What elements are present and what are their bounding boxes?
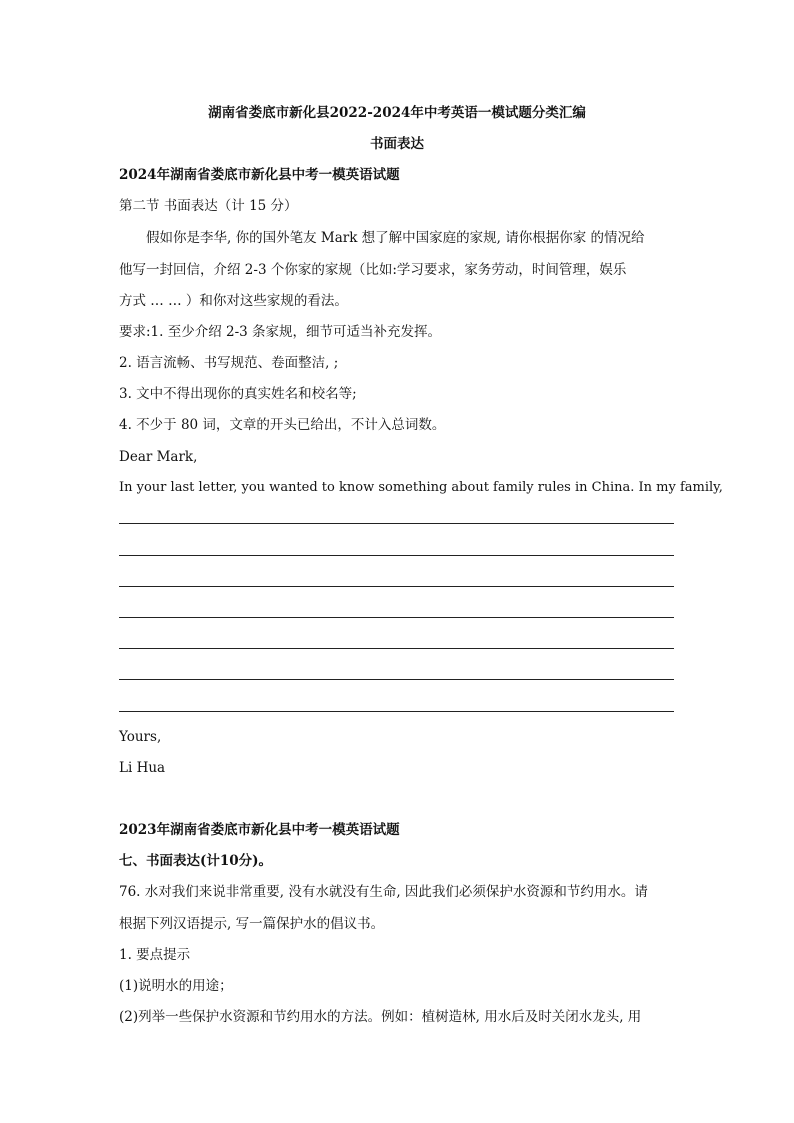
letter-opening: In your last letter, you wanted to know something about family rules in China. In my family, bbox=[119, 480, 723, 495]
tip-1: (1)说明水的用途； bbox=[119, 978, 233, 994]
tip-2: (2)列举一些保护水资源和节约用水的方法。例如：植树造林, 用水后及时关闭水龙头, 用 bbox=[119, 1009, 642, 1025]
question-line-2: 根据下列汉语提示, 写一篇保护水的倡议书。 bbox=[119, 916, 385, 932]
letter-closing: Yours, bbox=[119, 729, 162, 745]
section-2023-heading: 2023年湖南省娄底市新化县中考一模英语试题 bbox=[119, 822, 400, 838]
writing-line bbox=[119, 523, 674, 524]
requirement-3: 3. 文中不得出现你的真实姓名和校名等; bbox=[119, 386, 357, 402]
letter-signature: Li Hua bbox=[119, 760, 166, 776]
writing-line bbox=[119, 617, 674, 618]
prompt-line-3: 方式 … … ）和你对这些家规的看法。 bbox=[119, 293, 348, 309]
requirement-4: 4. 不少于 80 词，文章的开头已给出，不计入总词数。 bbox=[119, 417, 446, 433]
section-2024-part: 第二节 书面表达（计 15 分） bbox=[119, 198, 298, 214]
prompt-line-2: 他写一封回信，介绍 2-3 个你家的家规（比如:学习要求，家务劳动，时间管理，娱乐 bbox=[119, 262, 627, 278]
section-2023-part: 七、书面表达(计10分)。 bbox=[119, 853, 273, 869]
document-subtitle: 书面表达 bbox=[370, 136, 424, 152]
writing-line bbox=[119, 711, 674, 712]
requirement-1: 要求:1. 至少介绍 2-3 条家规，细节可适当补充发挥。 bbox=[119, 324, 442, 340]
document-title: 湖南省娄底市新化县2022-2024年中考英语一模试题分类汇编 bbox=[208, 105, 586, 121]
writing-line bbox=[119, 648, 674, 649]
prompt-line-1: 假如你是李华, 你的国外笔友 Mark 想了解中国家庭的家规, 请你根据你家 的情况给 bbox=[146, 230, 645, 246]
letter-greeting: Dear Mark, bbox=[119, 449, 198, 465]
requirement-2: 2. 语言流畅、书写规范、卷面整洁, ; bbox=[119, 355, 339, 371]
writing-line bbox=[119, 555, 674, 556]
tips-heading: 1. 要点提示 bbox=[119, 947, 191, 963]
question-line-1: 76. 水对我们来说非常重要, 没有水就没有生命, 因此我们必须保护水资源和节约用水。请 bbox=[119, 884, 648, 900]
section-2024-heading: 2024年湖南省娄底市新化县中考一模英语试题 bbox=[119, 167, 400, 183]
writing-line bbox=[119, 586, 674, 587]
writing-line bbox=[119, 679, 674, 680]
